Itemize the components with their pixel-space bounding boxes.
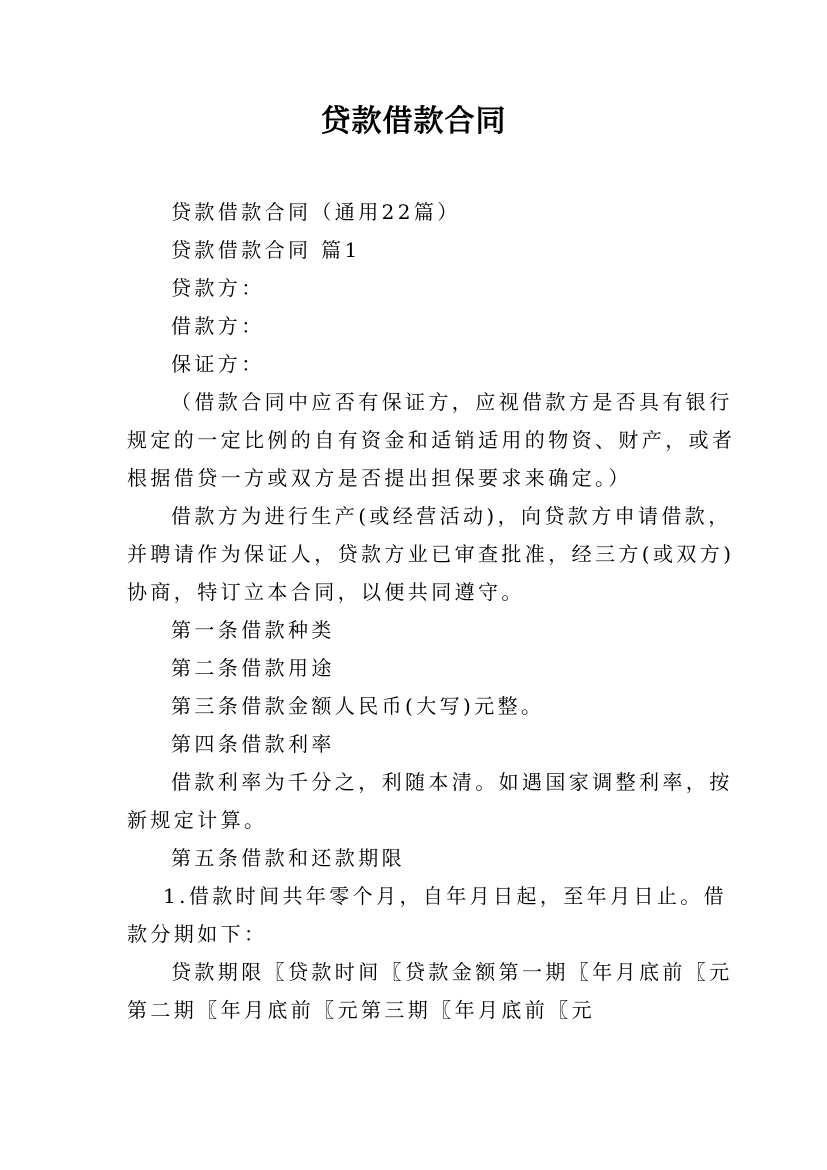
text-line: 协商，特订立本合同，以便共同遵守。 [127,580,525,604]
text-line: 新规定计算。 [127,808,268,832]
paragraph-loan-period [127,877,728,953]
paragraph-interest-rate [127,763,733,839]
paragraph-article-3 [127,687,712,725]
paragraph-article-5 [127,839,712,877]
document-title: 贷款借款合同 [320,104,507,139]
paragraph-installments [127,953,733,1029]
paragraph-guarantor-note [127,383,736,497]
paragraph-article-2 [127,649,712,687]
text-line: 借款方： [171,314,265,338]
text-line: 规定的一定比例的自有资金和适销适用的物资、财产，或者 [127,428,736,452]
text-line: 款分期如下： [127,922,268,946]
text-line: 1.借款时间共年零个月，自年月日起，至年月日止。借 [163,884,728,908]
text-line: 贷款方： [171,276,265,300]
text-line: 第一条借款种类 [171,618,335,642]
paragraph-article-1 [127,611,712,649]
paragraph-guarantor [127,345,712,383]
text-line: 贷款借款合同（通用22篇） [171,200,461,224]
paragraph-preamble [127,497,735,611]
document-body [127,193,736,1029]
paragraph-lender [127,269,712,307]
text-line: 第二期〖年月底前〖元第三期〖年月底前〖元 [127,998,595,1022]
paragraph-section-heading [127,231,712,269]
text-line: 借款方为进行生产(或经营活动)，向贷款方申请借款， [171,504,732,528]
text-line: 保证方： [171,352,265,376]
text-line: 第五条借款和还款期限 [171,846,405,870]
paragraph-borrower [127,307,712,345]
text-line: 根据借贷一方或双方是否提出担保要求来确定。） [127,466,632,490]
text-line: （借款合同中应否有保证方，应视借款方是否具有银行 [171,390,733,414]
text-line: 第三条借款金额人民币(大写)元整。 [171,694,545,718]
paragraph-subtitle [127,193,712,231]
paragraph-article-4 [127,725,712,763]
text-line: 贷款借款合同 篇1 [171,238,361,262]
text-line: 第四条借款利率 [171,732,335,756]
text-line: 借款利率为千分之，利随本清。如遇国家调整利率，按 [171,770,733,794]
text-line: 第二条借款用途 [171,656,335,680]
text-line: 并聘请作为保证人，贷款方业已审查批准，经三方(或双方) [127,542,735,566]
text-line: 贷款期限〖贷款时间〖贷款金额第一期〖年月底前〖元 [171,960,733,984]
